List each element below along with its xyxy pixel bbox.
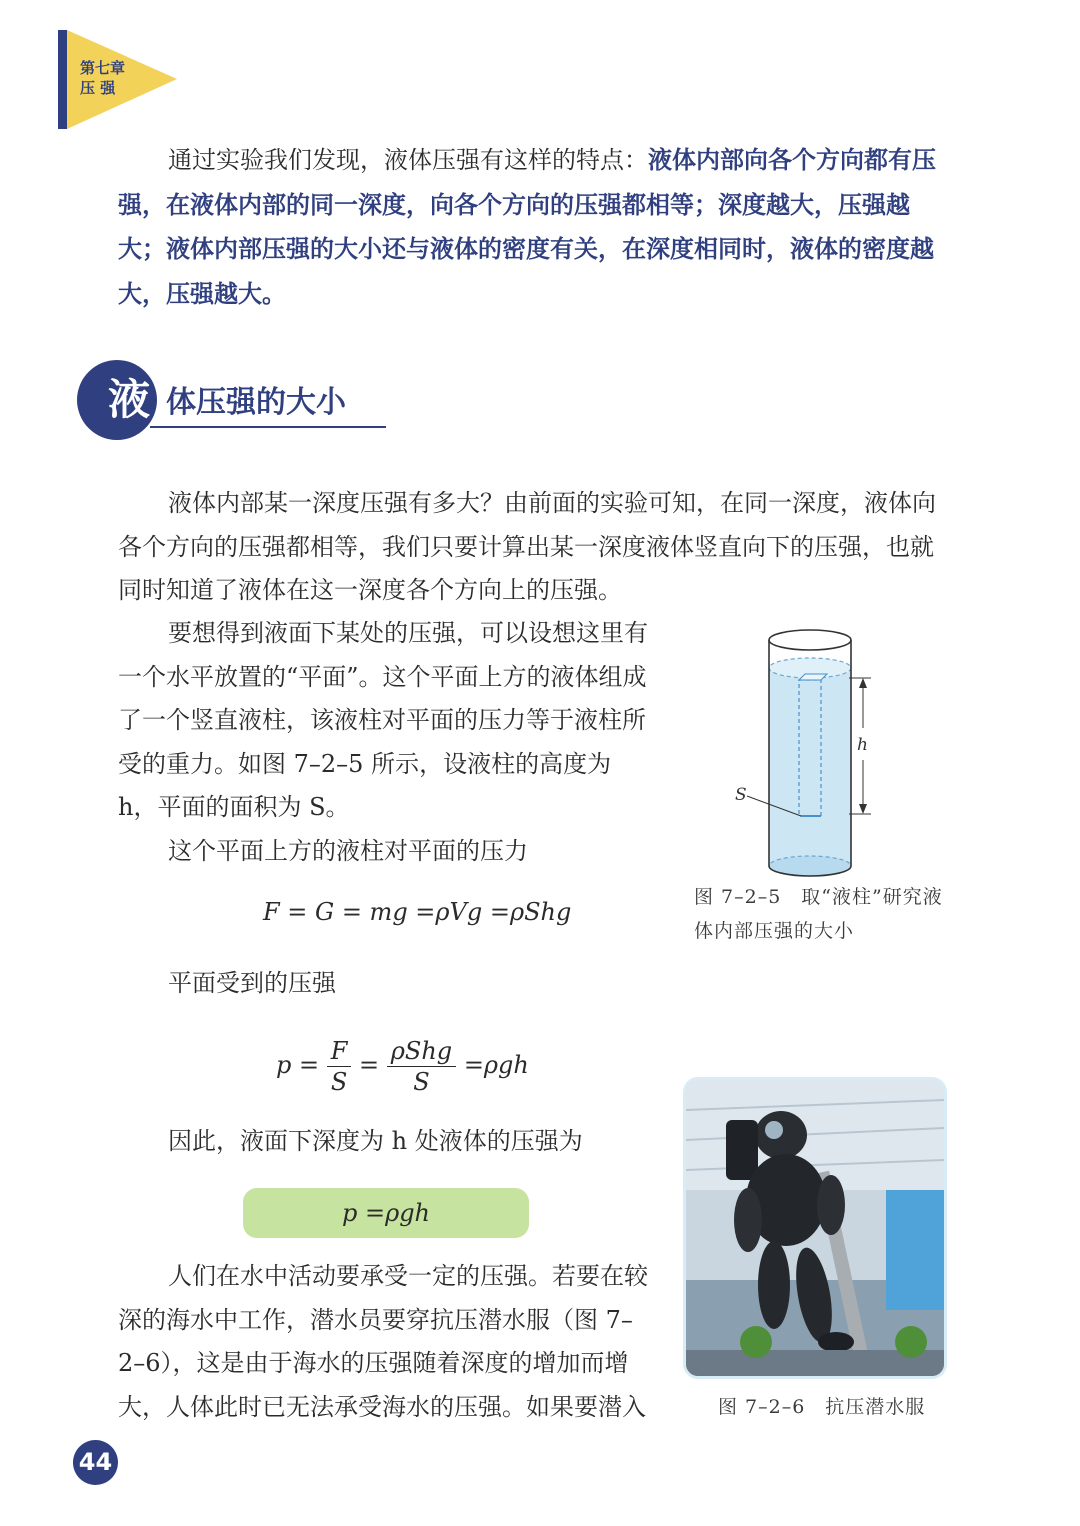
blue-display-panel (886, 1190, 944, 1310)
plant-left (740, 1326, 772, 1358)
h-arrowhead-down (859, 804, 867, 814)
paragraph-liquid-column: 要想得到液面下某处的压强，可以设想这里有一个水平放置的“平面”。这个平面上方的液体组成了一个竖直液柱，该液柱对平面的压力等于液柱所受的重力。如图 7–2–5 所示，设液柱的高度为 h，平面的面积为 S。 (118, 619, 648, 821)
formula-liquid-pressure-box: p =ρgh (243, 1188, 529, 1238)
paragraph-pressure-intro: 平面受到的压强 (168, 969, 336, 997)
plant-right (895, 1326, 927, 1358)
tube-rim (769, 630, 851, 650)
chapter-number: 第七章 (80, 59, 126, 77)
formula-equals: = (359, 1051, 380, 1079)
paragraph-therefore: 因此，液面下深度为 h 处液体的压强为 (168, 1127, 583, 1155)
fraction-rhoshg-over-s (387, 1036, 456, 1097)
section-heading-first-char: 液 (108, 375, 151, 424)
suit-left-arm (734, 1188, 762, 1252)
section-heading-underline (150, 426, 386, 428)
chapter-title: 压 强 (80, 79, 116, 97)
suit-right-arm (817, 1175, 845, 1235)
diving-suit-photo (686, 1080, 944, 1376)
formula-pressure-derivation (276, 1036, 529, 1097)
formula-rhs: =ρgh (463, 1051, 529, 1079)
paragraph-emphasis: 液体内部向各个方向都有压强，在液体内部的同一深度，向各个方向的压强都相等；深度越大，压强越大；液体内部压强的大小还与液体的密度有关，在深度相同时，液体的密度越大，压强越大。 (118, 145, 936, 308)
paragraph-diving-suit: 人们在水中活动要承受一定的压强。若要在较深的海水中工作，潜水员要穿抗压潜水服（图 7–2–6），这是由于海水的压强随着深度的增加而增大，人体此时已无法承受海水的压强。如果要潜入 (118, 1262, 648, 1421)
label-s: S (735, 785, 747, 805)
formula-lhs: p = (276, 1051, 320, 1079)
suit-left-leg (758, 1241, 790, 1329)
h-arrowhead-up (859, 678, 867, 688)
label-h: h (857, 735, 868, 755)
paragraph-force-intro: 这个平面上方的液柱对平面的压力 (168, 837, 528, 865)
helmet-port (765, 1121, 783, 1139)
formula-force: F = G = mg =ρVg =ρShg (263, 898, 572, 926)
suit-foot (818, 1332, 854, 1352)
paragraph-lead: 通过实验我们发现，液体压强有这样的特点： (168, 146, 648, 174)
fraction-f-over-s (327, 1036, 352, 1097)
water-fill (769, 668, 851, 866)
thruster-pack (726, 1120, 758, 1180)
chapter-tab-bar (58, 30, 67, 129)
page-number: 44 (73, 1440, 118, 1485)
figure-caption-7-2-6: 图 7–2–6 抗压潜水服 (718, 1396, 926, 1418)
chapter-label (80, 58, 125, 98)
fraction-denominator: S (330, 1068, 348, 1096)
section-heading-title: 体压强的大小 (166, 385, 346, 420)
figure-caption-7-2-5: 图 7–2–5 取“液柱”研究液体内部压强的大小 (694, 886, 943, 942)
paragraph-liquid-pressure-features (118, 138, 946, 316)
fraction-denominator: S (413, 1068, 430, 1096)
paragraph-depth-question: 液体内部某一深度压强有多大？由前面的实验可知，在同一深度，液体向各个方向的压强都相等，我们只要计算出某一深度液体竖直向下的压强，也就同时知道了液体在这一深度各个方向上的压强。 (118, 489, 936, 604)
diving-suit-illustration (686, 1080, 944, 1376)
fraction-numerator: ρShg (387, 1036, 456, 1067)
figure-liquid-column-diagram (725, 620, 875, 880)
fraction-numerator: F (327, 1036, 352, 1067)
